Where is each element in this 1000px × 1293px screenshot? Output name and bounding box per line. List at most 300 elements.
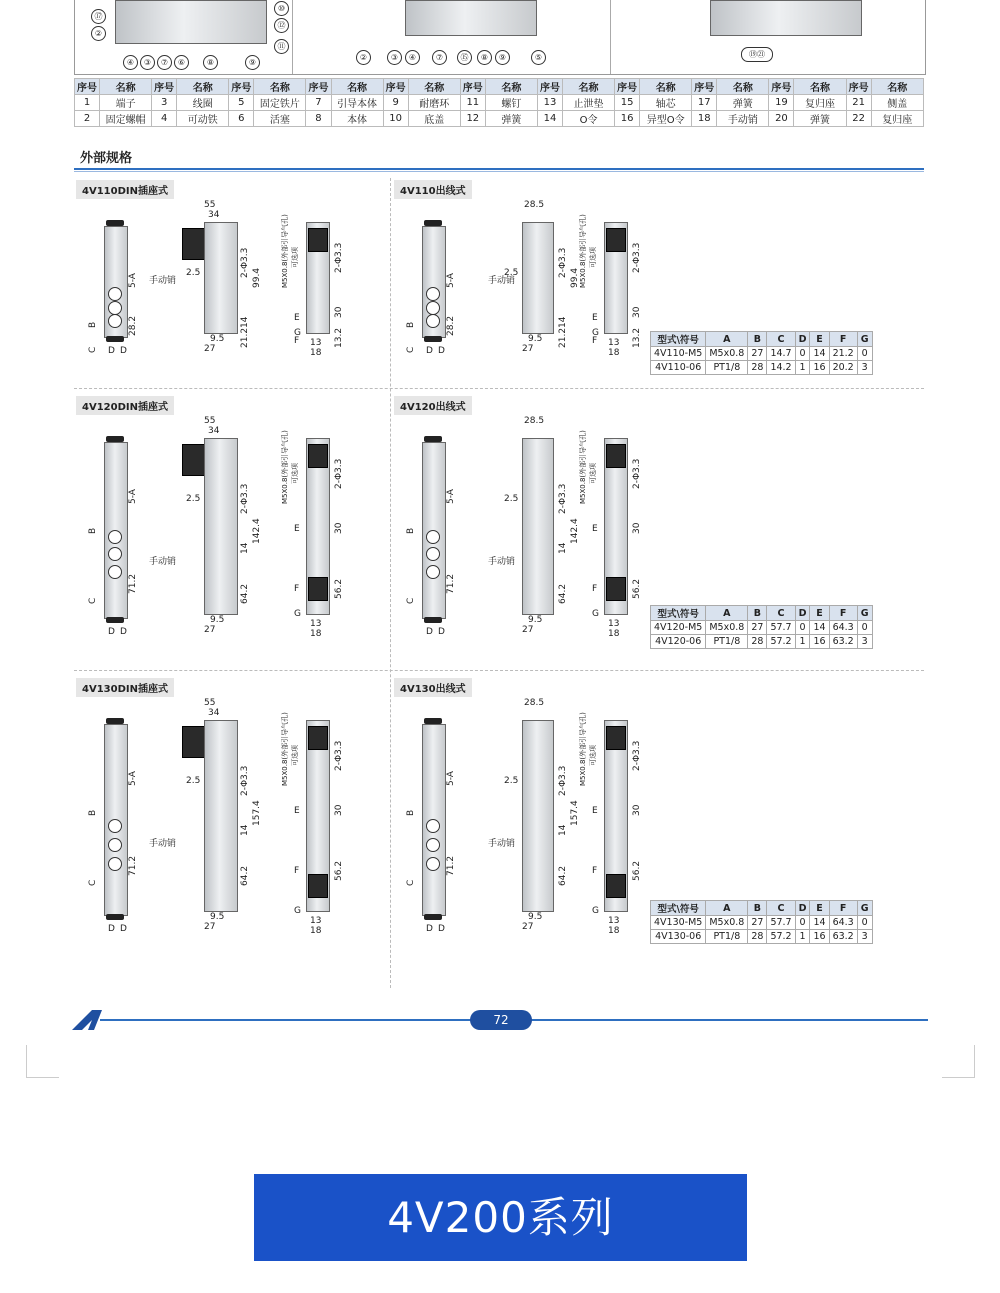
table-cell: 4V130-06: [651, 930, 706, 944]
table-cell: 0: [857, 621, 872, 635]
port-icon: [426, 819, 440, 833]
dim-base-2: 27: [522, 922, 534, 932]
table-cell: 5: [229, 95, 254, 111]
dim-d-label: D: [108, 627, 115, 637]
table-cell: 0: [857, 916, 872, 930]
table-row: [75, 111, 924, 127]
dim-port-label: 5-A: [446, 771, 456, 786]
option-note: 可选项: [589, 463, 597, 484]
table-cell: PT1/8: [706, 635, 748, 649]
crop-mark: [26, 1045, 59, 1078]
valve-side-view: [204, 720, 238, 912]
dim-h2: 64.2: [558, 583, 568, 604]
part-callout: ⑪: [274, 39, 289, 54]
dim-s1: 30: [334, 804, 344, 816]
dim-total-height: 157.4: [252, 800, 262, 826]
part-callout: ⑮: [457, 50, 472, 65]
part-callout: ⑦: [432, 50, 447, 65]
part-callout: ③: [387, 50, 402, 65]
coil-icon: [606, 577, 626, 601]
dim-base-1: 9.5: [528, 912, 543, 922]
dim-h1: 71.2: [128, 855, 138, 876]
dim-c-label: C: [88, 346, 98, 353]
table-cell: C: [767, 901, 795, 916]
dim-e-label: E: [294, 313, 300, 323]
dim-h3: 14: [558, 542, 568, 554]
dim-d-label: D: [426, 627, 433, 637]
dim-b-label: B: [88, 809, 98, 816]
option-note: 可选项: [291, 745, 299, 766]
dim-s2: 56.2: [632, 578, 642, 599]
part-callout: ⑰: [91, 9, 106, 24]
dim-d-label: D: [426, 924, 433, 934]
table-cell: 弹簧: [485, 111, 537, 127]
dim-d-label: D: [438, 627, 445, 637]
dim-f-label: F: [592, 866, 598, 876]
dim-e-label: E: [592, 313, 598, 323]
dim-holes: 2-Φ3.3: [240, 765, 250, 796]
table-cell: C: [767, 332, 795, 347]
part-callout: ④: [123, 55, 138, 70]
din-connector-icon: [182, 228, 206, 260]
dim-s3: 13: [608, 338, 620, 348]
manual-pin-label: 手动销: [149, 276, 177, 286]
table-header-row: [651, 606, 873, 621]
dim-base-2: 27: [522, 344, 534, 354]
table-cell: O令: [562, 111, 614, 127]
table-cell: A: [706, 901, 748, 916]
dim-c-label: C: [88, 597, 98, 604]
external-pilot-note: M5X0.8(外部引导气孔): [281, 712, 289, 786]
dim-f-label: F: [294, 584, 300, 594]
dim-base-2: 27: [204, 922, 216, 932]
dim-c-label: C: [406, 879, 416, 886]
table-cell: 64.3: [829, 621, 857, 635]
table-cell: 57.7: [767, 916, 795, 930]
table-cell: 序号: [306, 79, 331, 95]
table-cell: 14: [810, 347, 829, 361]
dim-c-label: C: [88, 879, 98, 886]
table-cell: 名称: [331, 79, 383, 95]
dim-holes: 2-Φ3.3: [334, 740, 344, 771]
table-cell: B: [748, 332, 767, 347]
manual-pin-label: 手动销: [488, 839, 516, 849]
table-cell: 8: [306, 111, 331, 127]
dim-holes: 2-Φ3.3: [558, 483, 568, 514]
table-cell: 序号: [460, 79, 485, 95]
table-cell: 3: [857, 930, 872, 944]
valve-cap-bottom: [424, 914, 442, 920]
panel-title: 4V110出线式: [394, 180, 472, 199]
port-icon: [108, 287, 122, 301]
dim-s2: 56.2: [334, 578, 344, 599]
coil-icon: [606, 444, 626, 468]
section-title: 外部规格: [80, 151, 133, 166]
table-cell: 1: [75, 95, 100, 111]
panel-title: 4V130DIN插座式: [76, 678, 174, 697]
table-cell: 20: [769, 111, 794, 127]
dim-d-label: D: [438, 346, 445, 356]
table-cell: 4V110-06: [651, 361, 706, 375]
port-icon: [108, 547, 122, 561]
dim-base-1: 9.5: [210, 615, 225, 625]
dim-h1: 71.2: [446, 855, 456, 876]
dim-h1: 71.2: [446, 573, 456, 594]
dim-total-height: 142.4: [570, 518, 580, 544]
dim-width-2: 34: [208, 426, 220, 436]
dim-b-label: B: [406, 321, 416, 328]
table-row: [651, 916, 873, 930]
manual-pin-label: 手动销: [149, 839, 177, 849]
port-icon: [426, 287, 440, 301]
dim-d-label: D: [108, 924, 115, 934]
table-cell: 1: [795, 635, 810, 649]
table-cell: 0: [795, 347, 810, 361]
table-cell: 22: [846, 111, 871, 127]
valve-side-view: [522, 222, 554, 334]
manual-pin-label: 手动销: [488, 557, 516, 567]
table-cell: 28: [748, 361, 767, 375]
table-row: [651, 347, 873, 361]
table-cell: 本体: [331, 111, 383, 127]
dim-width-1: 28.5: [524, 698, 545, 708]
dim-base-2: 27: [204, 625, 216, 635]
valve-cap-bottom: [106, 914, 124, 920]
table-cell: 1: [795, 930, 810, 944]
dim-g-label: G: [592, 906, 599, 916]
dim-s2: 56.2: [334, 860, 344, 881]
table-cell: F: [829, 606, 857, 621]
port-icon: [108, 565, 122, 579]
dim-port-label: 5-A: [446, 489, 456, 504]
table-cell: 弹簧: [717, 95, 769, 111]
dim-holes: 2-Φ3.3: [240, 247, 250, 278]
external-pilot-note: M5X0.8(外部引导气孔): [579, 214, 587, 288]
dim-width-1: 55: [204, 698, 216, 708]
table-cell: 14: [810, 916, 829, 930]
port-icon: [426, 838, 440, 852]
table-cell: 型式\符号: [651, 901, 706, 916]
dim-width-1: 55: [204, 200, 216, 210]
part-callout: ⑧: [203, 55, 218, 70]
table-cell: 螺钉: [485, 95, 537, 111]
port-icon: [108, 819, 122, 833]
table-cell: 14.7: [767, 347, 795, 361]
table-cell: 底盖: [408, 111, 460, 127]
section-divider: [74, 171, 924, 172]
part-callout: ⑧: [477, 50, 492, 65]
table-row: [75, 95, 924, 111]
table-cell: 3: [857, 361, 872, 375]
part-callout: ③: [140, 55, 155, 70]
table-cell: 16: [810, 930, 829, 944]
table-cell: 63.2: [829, 930, 857, 944]
valve-side-view: [204, 222, 238, 334]
panel-title: 4V120DIN插座式: [76, 396, 174, 415]
table-cell: 固定铁片: [254, 95, 306, 111]
table-cell: 名称: [485, 79, 537, 95]
dim-c-label: C: [406, 346, 416, 353]
spec-table-4v120: [650, 605, 873, 649]
panel-separator: [74, 388, 924, 389]
dim-offset: 2.5: [504, 268, 519, 278]
dim-s4: 18: [608, 348, 620, 358]
exploded-view-strip: [74, 0, 926, 75]
table-cell: 21.2: [829, 347, 857, 361]
dim-base-1: 9.5: [528, 615, 543, 625]
dim-port-label: 5-A: [128, 273, 138, 288]
panel-title: 4V130出线式: [394, 678, 472, 697]
external-pilot-note: M5X0.8(外部引导气孔): [579, 430, 587, 504]
table-cell: 14: [537, 111, 562, 127]
table-cell: A: [706, 606, 748, 621]
port-icon: [426, 301, 440, 315]
table-cell: 16: [810, 361, 829, 375]
table-cell: 引导本体: [331, 95, 383, 111]
part-callout: ⑫: [274, 18, 289, 33]
dim-base-1: 9.5: [210, 912, 225, 922]
coil-icon: [606, 874, 626, 898]
table-cell: 57.2: [767, 635, 795, 649]
table-cell: 3: [857, 635, 872, 649]
table-cell: 止泄垫: [562, 95, 614, 111]
table-cell: 复归座: [871, 111, 923, 127]
page-number: 72: [470, 1010, 532, 1030]
dim-h3: 14: [240, 542, 250, 554]
table-cell: 20.2: [829, 361, 857, 375]
dim-s3: 13: [310, 619, 322, 629]
table-cell: 名称: [254, 79, 306, 95]
dim-s1: 30: [632, 804, 642, 816]
dim-h1: 28.2: [446, 315, 456, 336]
valve-section-view: [115, 0, 267, 44]
dim-f-label: F: [294, 866, 300, 876]
valve-cap-bottom: [424, 617, 442, 623]
table-cell: 21: [846, 95, 871, 111]
coil-icon: [308, 228, 328, 252]
dim-port-label: 5-A: [128, 489, 138, 504]
dim-s4: 18: [608, 926, 620, 936]
table-cell: 0: [795, 621, 810, 635]
table-row: [651, 621, 873, 635]
dim-holes: 2-Φ3.3: [334, 458, 344, 489]
dim-s1: 30: [632, 522, 642, 534]
table-cell: 耐磨环: [408, 95, 460, 111]
din-connector-icon: [182, 444, 206, 476]
table-row: [651, 361, 873, 375]
dim-h3: 14: [240, 824, 250, 836]
din-connector-icon: [182, 726, 206, 758]
dim-c-label: C: [406, 597, 416, 604]
view-separator: [610, 0, 611, 74]
dim-e-label: E: [294, 524, 300, 534]
table-cell: A: [706, 332, 748, 347]
dim-f-label: F: [592, 336, 598, 346]
table-cell: 型式\符号: [651, 332, 706, 347]
port-icon: [108, 838, 122, 852]
panel-title: 4V110DIN插座式: [76, 180, 174, 199]
table-cell: 侧盖: [871, 95, 923, 111]
table-cell: 6: [229, 111, 254, 127]
spec-table-4v130: [650, 900, 873, 944]
table-cell: 名称: [408, 79, 460, 95]
view-separator: [292, 0, 293, 74]
port-icon: [426, 314, 440, 328]
table-cell: G: [857, 606, 872, 621]
table-cell: B: [748, 606, 767, 621]
dim-h2: 64.2: [240, 583, 250, 604]
dim-port-label: 5-A: [128, 771, 138, 786]
table-cell: 手动销: [717, 111, 769, 127]
dim-base-2: 27: [522, 625, 534, 635]
dim-s1: 30: [334, 306, 344, 318]
dim-s2: 13.2: [632, 327, 642, 348]
panel-title: 4V120出线式: [394, 396, 472, 415]
dim-s4: 18: [310, 629, 322, 639]
dim-f-label: F: [294, 336, 300, 346]
port-icon: [108, 314, 122, 328]
dim-b-label: B: [406, 809, 416, 816]
dim-total-height: 142.4: [252, 518, 262, 544]
dim-d-label: D: [120, 346, 127, 356]
dim-h2: 21.2: [240, 327, 250, 348]
table-cell: 名称: [562, 79, 614, 95]
table-header-row: [651, 332, 873, 347]
table-row: [651, 930, 873, 944]
table-cell: 端子: [100, 95, 152, 111]
dim-holes: 2-Φ3.3: [632, 458, 642, 489]
external-pilot-note: M5X0.8(外部引导气孔): [281, 430, 289, 504]
dim-base-2: 27: [204, 344, 216, 354]
dim-holes: 2-Φ3.3: [632, 242, 642, 273]
dim-holes: 2-Φ3.3: [334, 242, 344, 273]
dim-b-label: B: [88, 321, 98, 328]
dim-total-height: 99.4: [570, 267, 580, 288]
table-cell: 10: [383, 111, 408, 127]
table-cell: 4V130-M5: [651, 916, 706, 930]
table-cell: 线圈: [177, 95, 229, 111]
dim-holes: 2-Φ3.3: [632, 740, 642, 771]
dim-d-label: D: [438, 924, 445, 934]
dim-s4: 18: [310, 348, 322, 358]
dim-f-label: F: [592, 584, 598, 594]
dim-base-1: 9.5: [210, 334, 225, 344]
dim-width-1: 28.5: [524, 416, 545, 426]
table-cell: PT1/8: [706, 361, 748, 375]
table-cell: 弹簧: [794, 111, 846, 127]
table-cell: E: [810, 606, 829, 621]
table-cell: 序号: [615, 79, 640, 95]
dim-h2: 21.2: [558, 327, 568, 348]
valve-section-view: [710, 0, 862, 36]
table-cell: 11: [460, 95, 485, 111]
dim-g-label: G: [294, 328, 301, 338]
dim-h1: 71.2: [128, 573, 138, 594]
port-icon: [426, 857, 440, 871]
dim-offset: 2.5: [504, 494, 519, 504]
dim-g-label: G: [592, 609, 599, 619]
table-cell: 活塞: [254, 111, 306, 127]
table-cell: 异型O令: [640, 111, 692, 127]
part-callout: ④: [405, 50, 420, 65]
external-pilot-note: M5X0.8(外部引导气孔): [579, 712, 587, 786]
table-cell: 57.2: [767, 930, 795, 944]
table-cell: E: [810, 332, 829, 347]
coil-icon: [308, 444, 328, 468]
part-callout: ⑤: [531, 50, 546, 65]
table-cell: 18: [692, 111, 717, 127]
table-cell: D: [795, 332, 810, 347]
table-cell: 可动铁: [177, 111, 229, 127]
table-cell: 15: [615, 95, 640, 111]
parts-list-table: [74, 78, 924, 127]
part-callout: ②: [356, 50, 371, 65]
table-cell: 1: [795, 361, 810, 375]
table-cell: F: [829, 901, 857, 916]
section-divider: [74, 168, 924, 170]
dim-h2: 64.2: [558, 865, 568, 886]
option-note: 可选项: [589, 745, 597, 766]
table-cell: 14: [810, 621, 829, 635]
table-cell: 28: [748, 635, 767, 649]
table-cell: 名称: [177, 79, 229, 95]
coil-icon: [606, 726, 626, 750]
table-cell: 4V120-06: [651, 635, 706, 649]
dim-h3: 14: [558, 316, 568, 328]
table-cell: 4: [152, 111, 177, 127]
port-icon: [108, 857, 122, 871]
table-cell: 序号: [537, 79, 562, 95]
table-cell: 17: [692, 95, 717, 111]
table-cell: 3: [152, 95, 177, 111]
table-cell: 57.7: [767, 621, 795, 635]
dim-width-2: 34: [208, 708, 220, 718]
dim-e-label: E: [592, 806, 598, 816]
dim-d-label: D: [108, 346, 115, 356]
dim-s1: 30: [334, 522, 344, 534]
spec-table-4v110: [650, 331, 873, 375]
dim-s2: 56.2: [632, 860, 642, 881]
part-callout: ⑦: [157, 55, 172, 70]
dim-offset: 2.5: [186, 776, 201, 786]
dim-b-label: B: [88, 527, 98, 534]
dim-offset: 2.5: [504, 776, 519, 786]
dim-h3: 14: [240, 316, 250, 328]
dim-h1: 28.2: [128, 315, 138, 336]
dim-g-label: G: [294, 609, 301, 619]
table-cell: 序号: [692, 79, 717, 95]
valve-side-view: [522, 438, 554, 615]
dim-offset: 2.5: [186, 268, 201, 278]
option-note: 可选项: [589, 247, 597, 268]
part-callout: ⑨: [245, 55, 260, 70]
table-cell: G: [857, 901, 872, 916]
dim-h2: 64.2: [240, 865, 250, 886]
table-cell: 0: [857, 347, 872, 361]
table-cell: 4V110-M5: [651, 347, 706, 361]
table-cell: 序号: [383, 79, 408, 95]
panel-separator: [74, 670, 924, 671]
dim-g-label: G: [592, 328, 599, 338]
table-cell: 序号: [75, 79, 100, 95]
dim-total-height: 99.4: [252, 267, 262, 288]
table-cell: 27: [748, 347, 767, 361]
table-cell: 64.3: [829, 916, 857, 930]
part-callout: ⑨: [495, 50, 510, 65]
table-cell: 序号: [769, 79, 794, 95]
coil-icon: [606, 228, 626, 252]
dim-s4: 18: [608, 629, 620, 639]
